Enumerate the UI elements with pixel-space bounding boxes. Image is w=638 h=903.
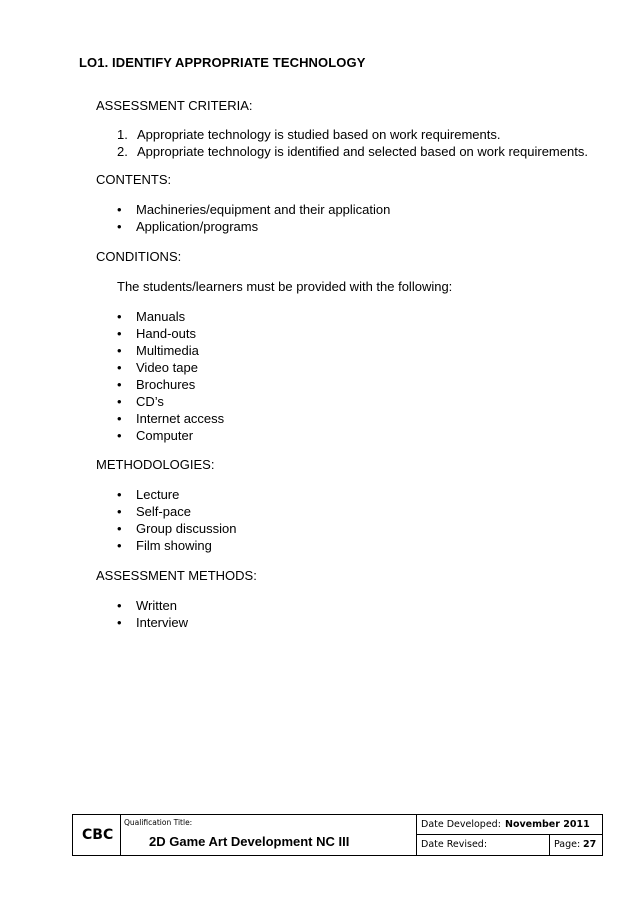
bullet-icon: • xyxy=(117,487,122,502)
list-item xyxy=(117,325,224,342)
page-label: Page: xyxy=(554,839,581,850)
list-item-text: Video tape xyxy=(136,360,198,375)
list-item-text: Group discussion xyxy=(136,521,237,536)
criteria-text: Appropriate technology is studied based on work requirements. xyxy=(137,127,501,142)
criteria-number: 2. xyxy=(117,144,128,159)
bullet-icon: • xyxy=(117,360,122,375)
methodologies-list xyxy=(117,486,236,554)
bullet-icon: • xyxy=(117,343,122,358)
list-item xyxy=(117,597,188,614)
criteria-number: 1. xyxy=(117,127,128,142)
bullet-icon: • xyxy=(117,428,122,443)
bullet-icon: • xyxy=(117,598,122,613)
list-item-text: Self-pace xyxy=(136,504,191,519)
assessment-criteria-list xyxy=(117,126,588,160)
list-item-text: Interview xyxy=(136,615,189,630)
list-item xyxy=(117,537,236,554)
list-item xyxy=(117,359,224,376)
list-item-text: Internet access xyxy=(136,411,225,426)
conditions-title: CONDITIONS: xyxy=(96,249,182,264)
list-item xyxy=(117,342,224,359)
qualification-title: 2D Game Art Development NC III xyxy=(149,834,350,849)
bullet-icon: • xyxy=(117,521,122,536)
assessment-methods-list xyxy=(117,597,188,631)
cbc-label: CBC xyxy=(82,827,114,843)
list-item xyxy=(117,520,236,537)
list-item xyxy=(117,376,224,393)
date-revised-cell xyxy=(417,835,550,855)
contents-title: CONTENTS: xyxy=(96,172,172,187)
criteria-item xyxy=(117,143,588,160)
list-item-text: Brochures xyxy=(136,377,196,392)
bullet-icon: • xyxy=(117,615,122,630)
page-number-cell xyxy=(550,835,602,855)
date-revised-label: Date Revised: xyxy=(421,839,488,850)
list-item-text: Written xyxy=(136,598,177,613)
conditions-intro: The students/learners must be provided with the following: xyxy=(117,279,453,294)
contents-list xyxy=(117,201,390,235)
cbc-cell xyxy=(73,815,121,855)
criteria-item xyxy=(117,126,588,143)
list-item xyxy=(117,410,224,427)
list-item xyxy=(117,427,224,444)
list-item xyxy=(117,218,390,235)
list-item-text: Lecture xyxy=(136,487,180,502)
page-heading: LO1. IDENTIFY APPROPRIATE TECHNOLOGY xyxy=(79,55,366,70)
bullet-icon: • xyxy=(117,326,122,341)
document-footer xyxy=(72,814,603,856)
list-item-text: CD’s xyxy=(136,394,164,409)
qualification-cell xyxy=(121,815,417,855)
bullet-icon: • xyxy=(117,377,122,392)
list-item xyxy=(117,614,188,631)
date-developed-label: Date Developed: xyxy=(421,819,501,830)
bullet-icon: • xyxy=(117,202,122,217)
bullet-icon: • xyxy=(117,309,122,324)
list-item xyxy=(117,486,236,503)
bullet-icon: • xyxy=(117,411,122,426)
list-item-text: Application/programs xyxy=(136,219,259,234)
date-developed-cell xyxy=(417,815,602,835)
list-item xyxy=(117,503,236,520)
criteria-text: Appropriate technology is identified and selected based on work requirements. xyxy=(137,144,588,159)
page-number: 27 xyxy=(583,839,597,850)
list-item-text: Multimedia xyxy=(136,343,199,358)
qualification-label: Qualification Title: xyxy=(124,818,193,827)
assessment-criteria-title: ASSESSMENT CRITERIA: xyxy=(96,98,253,113)
list-item-text: Manuals xyxy=(136,309,186,324)
list-item-text: Hand-outs xyxy=(136,326,196,341)
bullet-icon: • xyxy=(117,219,122,234)
bullet-icon: • xyxy=(117,394,122,409)
list-item xyxy=(117,201,390,218)
list-item xyxy=(117,308,224,325)
bullet-icon: • xyxy=(117,504,122,519)
date-developed-value: November 2011 xyxy=(505,819,590,830)
list-item-text: Computer xyxy=(136,428,194,443)
list-item-text: Film showing xyxy=(136,538,212,553)
methodologies-title: METHODOLOGIES: xyxy=(96,457,215,472)
conditions-list xyxy=(117,308,224,444)
list-item xyxy=(117,393,224,410)
list-item-text: Machineries/equipment and their application xyxy=(136,202,391,217)
assessment-methods-title: ASSESSMENT METHODS: xyxy=(96,568,257,583)
bullet-icon: • xyxy=(117,538,122,553)
